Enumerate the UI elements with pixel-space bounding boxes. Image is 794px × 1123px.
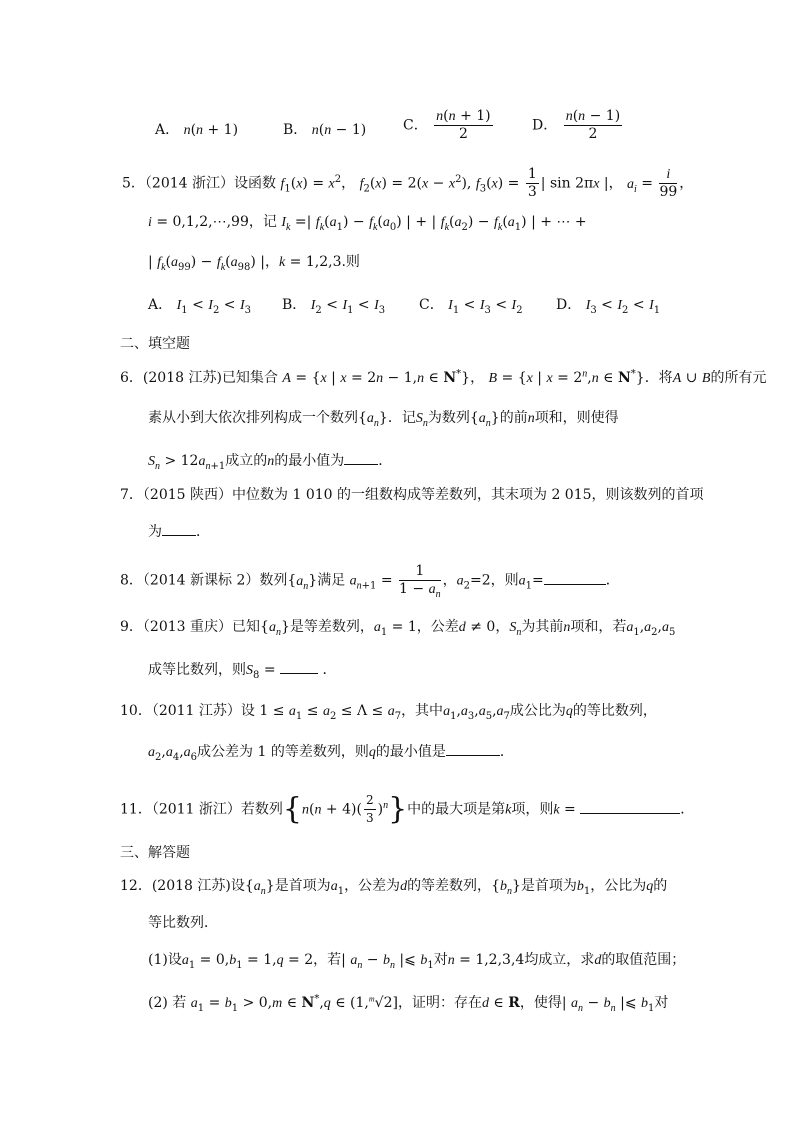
- q5-source: （2014 浙江）: [144, 175, 235, 192]
- q5-line-2: i = 0,1,2,⋯,99，记 $I_k$ =| $f_k(a_1) - f_k(a_0)$ | + | $f_k(a_2) - f_k(a_1)$ | + ⋯ +: [148, 214, 587, 233]
- q4-option-b: B． n(n − 1): [283, 122, 367, 138]
- q4-option-a: A． n(n + 1): [155, 122, 239, 138]
- q12-line-2: 等比数列．: [148, 915, 218, 931]
- q7-line-1: 7．（2015 陕西）中位数为 1 010 的一组数构成等差数列，其末项为 2 015，则该数列的首项: [120, 487, 704, 503]
- q6-answer-blank[interactable]: [344, 450, 378, 465]
- q10-line-2: $a_2,a_4,a_6$成公差为 1 的等差数列，则q的最小值是 ．: [148, 741, 514, 763]
- q9-line-2: 成等比数列，则$S_8$ = ．: [148, 659, 336, 681]
- q6-line-2: 素从小到大依次排列构成一个数列$\{a_n\}$．记$S_n$为数列$\{a_n\}$的前n项和，则使得: [148, 410, 619, 429]
- q5-line-3: | $f_k(a_{99}) - f_k(a_{98})$ |，k = 1,2,3.则: [148, 254, 360, 273]
- q11-line: 11．（2011 浙江）若数列{n(n + 4)( $\frac{2}{3}$ )$^n$}中的最大项是第k项，则k = ．: [120, 791, 695, 827]
- q9-line-1: 9．（2013 重庆）已知$\{a_n\}$是等差数列，$a_1 = 1$，公差d ≠ 0，$S_n$为其前n项和，若$a_1,a_2,a_5$: [120, 619, 676, 638]
- q10-line-1: 10．（2011 江苏）设 $1 \le a_1 \le a_2 \le \Lambda \le a_7$，其中$a_1,a_3,a_5,a_7$成公比为q的等比数列，: [120, 703, 657, 722]
- q5-option-d: D． $I_3 < I_2 < I_1$: [556, 297, 661, 316]
- q8-line: 8．（2014 新课标 2）数列$\{a_n\}$满足 $a_{n+1}$ = $\frac{1}{1 - a_n}$ ，$a_2=2$，则$a_1=$ ．: [120, 563, 620, 600]
- q7-answer-blank[interactable]: [162, 521, 196, 536]
- q12-line-1: 12．(2018 江苏)设$\{a_n\}$是首项为$a_1$，公差为d的等差数列，$\{b_n\}$是首项为$b_1$，公比为q的: [120, 878, 668, 897]
- section-3-title: 三、解答题: [120, 845, 190, 861]
- q12-part-2: (2) 若 $a_1 = b_1 > 0,m$ ∈ N*,q ∈ (1,$^m$√2]，证明：存在d ∈ R，使得| $a_n - b_n$ |⩽ $b_1$对: [148, 993, 669, 1014]
- q5-line-1: 5．（2014 浙江）设函数 $f_1(x) = x^2$， $f_2(x) = 2(x - x^2)$, $f_3(x)$ = $\frac{1}{3}$ | sin 2πx |， $a_i$ = $\frac{i}{99}$ ，: [122, 166, 694, 200]
- q6-line-1: 6．(2018 江苏)已知集合 A = {x | x = 2n − 1,n ∈ N*}， B = {x | $x = 2^n,n$ ∈ N*}．将A ∪ B的所有元: [120, 368, 767, 386]
- q5-option-c: C． $I_1 < I_3 < I_2$: [419, 297, 523, 316]
- q11-answer-blank[interactable]: [580, 799, 680, 814]
- q10-answer-blank[interactable]: [446, 741, 500, 756]
- q4-option-d: D． $\frac{n(n - 1)}{2}$: [532, 108, 621, 142]
- q6-line-3: $S_n > 12a_{n+1}$成立的n的最小值为 ．: [148, 450, 392, 472]
- q7-line-2: 为 ．: [148, 521, 210, 542]
- q8-answer-blank[interactable]: [544, 570, 606, 585]
- q5-option-b: B． $I_2 < I_1 < I_3$: [282, 297, 386, 316]
- section-2-title: 二、填空题: [120, 336, 190, 352]
- q4-option-c: C． $\frac{n(n + 1)}{2}$: [403, 108, 491, 142]
- q9-answer-blank[interactable]: [280, 659, 318, 674]
- q12-part-1: (1)设$a_1 = 0,b_1 = 1,q = 2$，若| $a_n - b_n$ |⩽ $b_1$对n = 1,2,3,4均成立，求d的取值范围；: [148, 952, 686, 971]
- q5-number: 5．: [122, 175, 145, 192]
- q5-option-a: A． $I_1 < I_2 < I_3$: [148, 297, 251, 316]
